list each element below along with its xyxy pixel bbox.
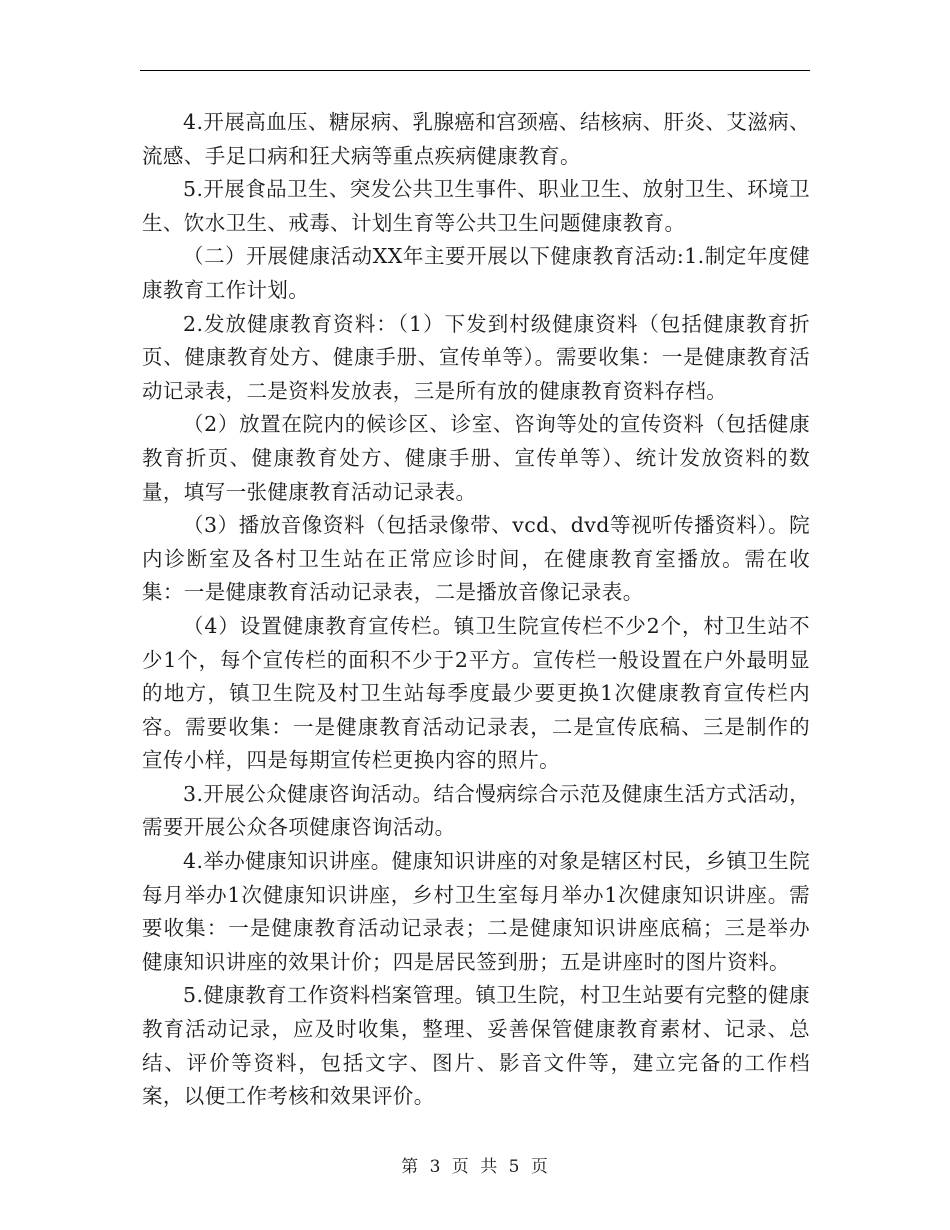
paragraph: 4.开展高血压、糖尿病、乳腺癌和宫颈癌、结核病、肝炎、艾滋病、流感、手足口病和狂犬病等重点疾病健康教育。	[142, 110, 810, 168]
paragraph: 2.发放健康教育资料：（1）下发到村级健康资料（包括健康教育折页、健康教育处方、健康手册、宣传单等）。需要收集：一是健康教育活动记录表，二是资料发放表，三是所有放的健康教育资料存档。	[142, 311, 810, 403]
paragraph: （3）播放音像资料（包括录像带、vcd、dvd等视听传播资料）。院内诊断室及各村卫生站在正常应诊时间，在健康教育室播放。需在收集：一是健康教育活动记录表，二是播放音像记录表。	[142, 513, 810, 605]
paragraph: （4）设置健康教育宣传栏。镇卫生院宣传栏不少2个，村卫生站不少1个，每个宣传栏的面积不少于2平方。宣传栏一般设置在户外最明显的地方，镇卫生院及村卫生站每季度最少要更换1次健康教育宣传栏内容。需要收集：一是健康教育活动记录表，二是宣传底稿、三是制作的宣传小样，四是每期宣传栏更换内容的照片。	[142, 613, 810, 773]
paragraph: 5.健康教育工作资料档案管理。镇卫生院，村卫生站要有完整的健康教育活动记录，应及时收集，整理、妥善保管健康教育素材、记录、总结、评价等资料，包括文字、图片、影音文件等，建立完备的工作档案，以便工作考核和效果评价。	[142, 983, 810, 1109]
paragraph: 4.举办健康知识讲座。健康知识讲座的对象是辖区村民，乡镇卫生院每月举办1次健康知识讲座，乡村卫生室每月举办1次健康知识讲座。需要收集：一是健康教育活动记录表；二是健康知识讲座底稿；三是举办健康知识讲座的效果计价；四是居民签到册；五是讲座时的图片资料。	[142, 849, 810, 974]
document-body	[142, 106, 810, 1114]
paragraph: 3.开展公众健康咨询活动。结合慢病综合示范及健康生活方式活动，需要开展公众各项健康咨询活动。	[142, 781, 810, 840]
paragraph: （2）放置在院内的候诊区、诊室、咨询等处的宣传资料（包括健康教育折页、健康教育处方、健康手册、宣传单等）、统计发放资料的数量，填写一张健康教育活动记录表。	[142, 412, 810, 504]
paragraph: （二）开展健康活动XX年主要开展以下健康教育活动:1.制定年度健康教育工作计划。	[142, 244, 810, 302]
paragraph: 5.开展食品卫生、突发公共卫生事件、职业卫生、放射卫生、环境卫生、饮水卫生、戒毒、计划生育等公共卫生问题健康教育。	[142, 177, 810, 235]
header-rule	[140, 70, 810, 71]
page-number-footer: 第 3 页 共 5 页	[401, 1157, 549, 1177]
